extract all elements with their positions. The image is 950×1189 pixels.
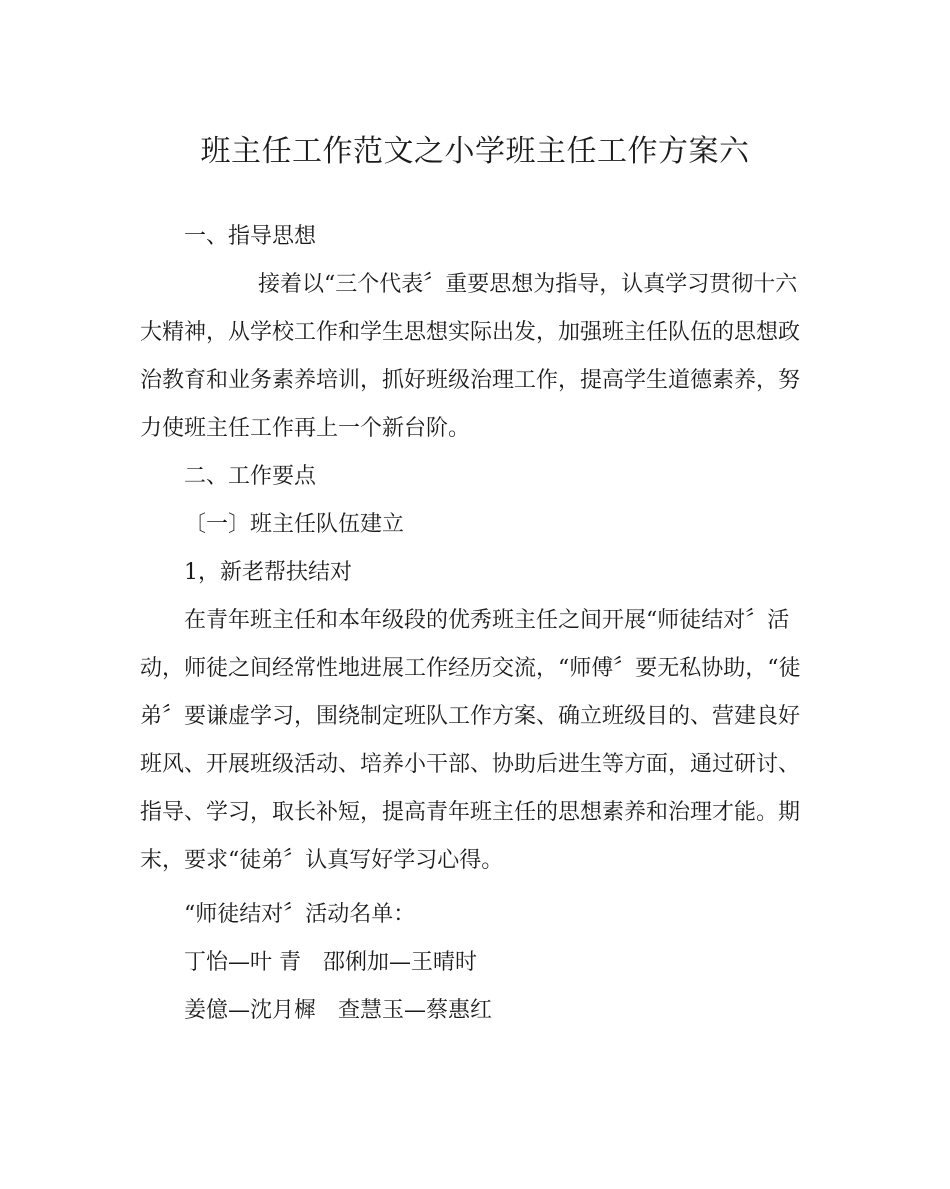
paragraph-line: 末，要求“徒弟〞认真写好学习心得。 [140,848,504,873]
list-title: “师徒结对〞活动名单： [184,902,416,927]
paragraph-line: 动，师徒之间经常性地进展工作经历交流，“师傅〞要无私协助，“徒 [140,656,801,681]
paragraph-line: 指导、学习，取长补短，提高青年班主任的思想素养和治理才能。期 [140,800,801,825]
subsection-heading: 〔一〕班主任队伍建立 [184,512,405,537]
paragraph-line: 班风、开展班级活动、培养小干部、协助后进生等方面，通过研讨、 [140,752,801,777]
section-heading-work-points: 二、工作要点 [184,464,317,489]
paragraph-line: 在青年班主任和本年级段的优秀班主任之间开展“师徒结对〞活 [184,608,790,633]
pair-right: 查慧玉—蔡惠红 [338,998,493,1023]
document-title: 班主任工作范文之小学班主任工作方案六 [200,134,750,169]
pair-row [184,948,844,978]
paragraph-line: 接着以“三个代表〞重要思想为指导，认真学习贯彻十六 [258,272,798,297]
pair-left: 姜億—沈月樨 [184,998,317,1023]
paragraph-line: 力使班主任工作再上一个新台阶。 [140,416,471,441]
paragraph-line: 大精神，从学校工作和学生思想实际出发，加强班主任队伍的思想政 [140,320,801,345]
pair-right: 邵俐加—王晴时 [323,950,478,975]
section-heading-guiding-thought: 一、指导思想 [184,224,317,249]
pair-left: 丁怡—叶 青 [184,950,301,975]
paragraph-line: 治教育和业务素养培训，抓好班级治理工作，提高学生道德素养，努 [140,368,801,393]
item-heading: 1，新老帮扶结对 [184,560,352,585]
pair-row [184,996,844,1026]
paragraph-line: 弟〞要谦虚学习，围绕制定班队工作方案、确立班级目的、营建良好 [140,704,801,729]
